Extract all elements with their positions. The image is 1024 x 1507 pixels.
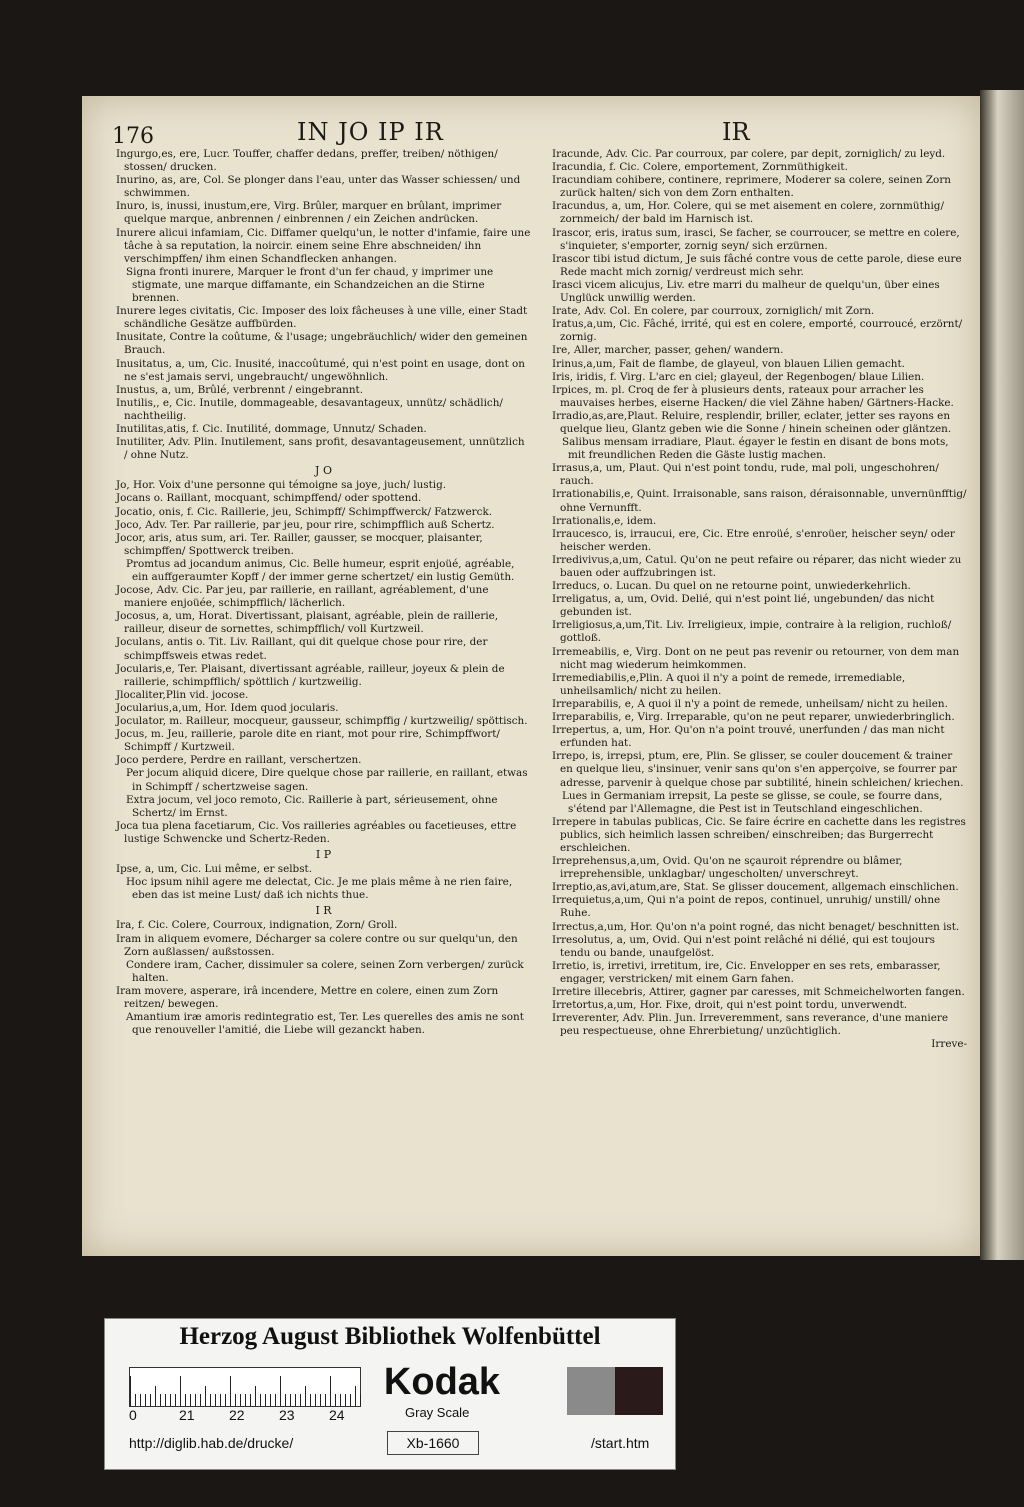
dictionary-entry: Jocor, aris, atus sum, ari. Ter. Railler, gausser, se mocquer, plaisanter, schimpffen/ Spottwerck treiben. — [116, 531, 483, 557]
dictionary-entry: Inurere leges civitatis, Cic. Imposer des loix fâcheuses à une ville, einer Stadt schändliche Gesätze auffbürden. — [116, 305, 528, 331]
ruler-tick — [235, 1394, 236, 1406]
ruler-tick — [225, 1394, 226, 1406]
dictionary-entry: Inutilis,, e, Cic. Inutile, dommageable, desavantageux, unnütz/ schädlich/ nachtheilig. — [116, 396, 503, 422]
ruler-tick — [150, 1394, 151, 1406]
right-column — [552, 148, 967, 1051]
ruler-tick — [290, 1394, 291, 1406]
ruler-label: 0 — [129, 1407, 137, 1423]
ruler-tick — [335, 1394, 336, 1406]
dictionary-entry: Iris, iridis, f. Virg. L'arc en ciel; glayeul, der Regenbogen/ blaue Lilien. — [552, 370, 925, 383]
url-left: http://diglib.hab.de/drucke/ — [129, 1435, 294, 1451]
ruler-tick — [200, 1394, 201, 1406]
dictionary-entry: Inutiliter, Adv. Plin. Inutilement, sans profit, desavantageusement, unnützlich / ohne Nutz. — [116, 436, 525, 462]
ruler-tick — [185, 1394, 186, 1406]
ruler-tick — [160, 1394, 161, 1406]
dictionary-entry: Inuro, is, inussi, inustum,ere, Virg. Brûler, marquer en brûlant, imprimer quelque marque, anbrennen / einbrennen / ein Zeichen andrücken. — [116, 200, 502, 226]
dictionary-entry: Iracundiam cohibere, continere, reprimere, Moderer sa colere, seinen Zorn zurück halten/ sich von dem Zorn enthalten. — [552, 174, 951, 200]
ruler-tick — [205, 1386, 206, 1406]
dictionary-entry: Irradio,as,are,Plaut. Reluire, resplendir, briller, eclater, jetter ses rayons en quelque lieu, Glantz geben wie die Sonne / hinein scheinen oder gläntzen. — [552, 409, 952, 435]
dictionary-entry: Per jocum aliquid dicere, Dire quelque chose par raillerie, en raillant, etwas in Schimpff / schertzweise sagen. — [126, 767, 528, 793]
dictionary-entry: Irreverenter, Adv. Plin. Jun. Irreveremment, sans reverance, d'une maniere peu respectueuse, ohne Ehrerbietung/ unzüchtiglich. — [552, 1012, 948, 1038]
target-card — [104, 1318, 676, 1470]
running-head-left: IN JO IP IR — [297, 118, 444, 146]
ruler-tick — [140, 1394, 141, 1406]
dictionary-entry: Irrequietus,a,um, Qui n'a point de repos, continuel, unruhig/ unstill/ ohne Ruhe. — [552, 894, 941, 920]
dictionary-entry: Jocularis,e, Ter. Plaisant, divertissant agréable, railleur, joyeux & plein de raillerie, schimpfflich/ spöttlich / kurtzweilig. — [116, 662, 505, 688]
dictionary-entry: Irredivivus,a,um, Catul. Qu'on ne peut refaire ou réparer, das nicht wieder zu bauen oder auffzubringen ist. — [552, 553, 962, 579]
dictionary-entry: Irrasus,a, um, Plaut. Qui n'est point tondu, rude, mal poli, ungeschohren/ rauch. — [552, 462, 939, 488]
ruler-tick — [325, 1394, 326, 1406]
ruler-tick — [305, 1386, 306, 1406]
dictionary-entry: Iratus,a,um, Cic. Fâché, irrité, qui est en colere, emporté, courroucé, erzörnt/ zornig. — [552, 318, 963, 344]
ruler-tick — [215, 1394, 216, 1406]
dictionary-entry: Irretortus,a,um, Hor. Fixe, droit, qui n'est point tordu, unverwendt. — [552, 999, 908, 1012]
ruler-tick — [340, 1394, 341, 1406]
ruler-tick — [310, 1394, 311, 1406]
dictionary-entry: Irretio, is, irretivi, irretitum, ire, Cic. Envelopper en ses rets, embarasser, engager, verstricken/ mit einem Garn fahen. — [552, 959, 941, 985]
dictionary-entry: Irretire illecebris, Attirer, gagner par caresses, mit Schmeichelworten fangen. — [552, 986, 965, 998]
dictionary-entry: Salibus mensam irradiare, Plaut. égayer le festin en disant de bons mots, mit freundlichen Reden die Gäste lustig machen. — [562, 436, 949, 462]
ruler-tick — [360, 1394, 361, 1406]
dictionary-entry: Jocularius,a,um, Hor. Idem quod jocularis. — [116, 701, 339, 714]
color-ruler — [129, 1367, 361, 1407]
dictionary-entry: Ingurgo,es, ere, Lucr. Touffer, chaffer dedans, preffer, treiben/ nöthigen/ stossen/ drucken. — [116, 148, 498, 174]
dictionary-entry: Irraucesco, is, irraucui, ere, Cic. Etre enroüé, s'enroüer, heischer seyn/ oder heischer werden. — [552, 527, 955, 553]
dictionary-entry: Extra jocum, vel joco remoto, Cic. Raillerie à part, sérieusement, ohne Schertz/ im Ernst. — [126, 793, 498, 819]
dictionary-entry: Ira, f. Cic. Colere, Courroux, indignation, Zorn/ Groll. — [116, 919, 398, 932]
dictionary-entry: Inutilitas,atis, f. Cic. Inutilité, dommage, Unnutz/ Schaden. — [116, 422, 427, 435]
dictionary-entry: Jlocaliter,Plin vid. jocose. — [116, 688, 249, 701]
dictionary-entry: Irreparabilis, e, Virg. Irreparable, qu'on ne peut reparer, unwiederbringlich. — [552, 711, 955, 724]
dictionary-entry: Iracundia, f. Cic. Colere, emportement, Zornmüthigkeit. — [552, 161, 848, 174]
dictionary-entry: Iram movere, asperare, irâ incendere, Mettre en colere, einen zum Zorn reitzen/ bewegen. — [116, 984, 499, 1010]
book-page — [82, 96, 980, 1256]
ruler-tick — [220, 1394, 221, 1406]
dictionary-entry: Irremediabilis,e,Plin. A quoi il n'y a point de remede, irremediable, unheilsamlich/ nicht zu heilen. — [552, 671, 906, 697]
shelfmark: Xb-1660 — [387, 1431, 479, 1455]
ruler-tick — [320, 1394, 321, 1406]
letter-heading: I P — [315, 847, 332, 861]
ruler-tick — [130, 1376, 131, 1406]
dictionary-entry: Hoc ipsum nihil agere me delectat, Cic. Je me plais même à ne rien faire, eben das ist meine Lust/ daß ich nichts thue. — [126, 876, 513, 902]
dictionary-entry: Irreptio,as,avi,atum,are, Stat. Se glisser doucement, allgemach einschlichen. — [552, 881, 959, 894]
ruler-tick — [250, 1394, 251, 1406]
dictionary-entry: Iracunde, Adv. Cic. Par courroux, par colere, par depit, zorniglich/ zu leyd. — [552, 148, 946, 160]
left-column — [116, 148, 531, 1037]
dictionary-entry: Inurino, as, are, Col. Se plonger dans l'eau, unter das Wasser schiessen/ und schwimmen. — [116, 174, 521, 200]
dictionary-entry: Jocans o. Raillant, mocquant, schimpffend/ oder spottend. — [116, 492, 422, 505]
gray-patch-dark — [615, 1367, 663, 1415]
dictionary-entry: Irascor, eris, iratus sum, irasci, Se facher, se courroucer, se mettre en colere, s'inquieter, s'emporter, zornig seyn/ sich erzürnen. — [552, 226, 960, 252]
dictionary-entry: Irreprehensus,a,um, Ovid. Qu'on ne sçauroit réprendre ou blâmer, irreprehensible, unklagbar/ ungescholten/ unverschreyt. — [552, 855, 903, 881]
dictionary-entry: Irasci vicem alicujus, Liv. etre marri du malheur de quelqu'un, über eines Unglück unwillig werden. — [552, 278, 940, 305]
page-number: 176 — [112, 124, 154, 149]
dictionary-entry: Jocatio, onis, f. Cic. Raillerie, jeu, Schimpff/ Schimpffwerck/ Fatzwerck. — [116, 505, 493, 518]
dictionary-entry: Irpices, m. pl. Croq de fer à plusieurs dents, rateaux pour arracher les mauvaises herbes, eiserne Hacken/ die viel Zähne haben/ Gärtners-Hacke. — [552, 383, 954, 409]
dictionary-entry: Inusitatus, a, um, Cic. Inusité, inaccoûtumé, qui n'est point en usage, dont on ne s'est jamais servi, ungebraucht/ ungewöhnlich. — [116, 357, 525, 383]
dictionary-entry: Signa fronti inurere, Marquer le front d'un fer chaud, y imprimer une stigmate, une marque diffamante, ein Schandzeichen an die Stirne brennen. — [126, 265, 494, 305]
ruler-tick — [255, 1386, 256, 1406]
gray-scale-label: Gray Scale — [405, 1405, 470, 1420]
dictionary-entry: Irreligatus, a, um, Ovid. Delié, qui n'est point lié, ungebunden/ das nicht gebunden ist. — [552, 593, 935, 619]
dictionary-entry: Joculator, m. Railleur, mocqueur, gausseur, schimpffig / kurtzweilig/ spöttisch. — [116, 715, 528, 728]
dictionary-entry: Jocus, m. Jeu, raillerie, parole dite en riant, mot pour rire, Schimpffwort/ Schimpff / Kurtzweil. — [116, 728, 500, 754]
dictionary-entry: Lues in Germaniam irrepsit, La peste se glisse, se coule, se fourre dans, s'étend par l'Allemagne, die Pest ist in Teutschland eingeschlichen. — [562, 789, 943, 815]
dictionary-entry: Inusitate, Contre la coûtume, & l'usage; ungebräuchlich/ wider den gemeinen Brauch. — [116, 331, 528, 357]
ruler-tick — [210, 1394, 211, 1406]
dictionary-entry: Promtus ad jocandum animus, Cic. Belle humeur, esprit enjoüé, agréable, ein auffgeraumter Kopff / der immer gerne schertzet/ ein lustig Gemüth. — [126, 557, 515, 583]
ruler-tick — [265, 1394, 266, 1406]
letter-heading: I R — [315, 904, 332, 918]
dictionary-entry: Irreligiosus,a,um,Tit. Liv. Irreligieux, impie, contraire à la religion, ruchloß/ gottloß. — [552, 619, 952, 645]
dictionary-entry: Jocosus, a, um, Horat. Divertissant, plaisant, agréable, plein de raillerie, railleur, diseur de sornettes, schimpfflich/ voll Kurtzweil. — [116, 610, 499, 636]
catchword: Irreve- — [931, 1038, 967, 1051]
dictionary-entry: Condere iram, Cacher, dissimuler sa colere, seinen Zorn verbergen/ zurück halten. — [126, 958, 524, 984]
dictionary-entry: Irinus,a,um, Fait de flambe, de glayeul, von blauen Lilien gemacht. — [552, 357, 905, 370]
ruler-tick — [145, 1394, 146, 1406]
dictionary-entry: Irremeabilis, e, Virg. Dont on ne peut pas revenir ou retourner, von dem man nicht mag wiederum heimkommen. — [552, 645, 960, 671]
ruler-tick — [135, 1394, 136, 1406]
dictionary-entry: Joculans, antis o. Tit. Liv. Raillant, qui dit quelque chose pour rire, der schimpffsweis etwas redet. — [116, 636, 488, 662]
ruler-tick — [155, 1386, 156, 1406]
ruler-tick — [355, 1386, 356, 1406]
dictionary-entry: Irrationabilis,e, Quint. Irraisonable, sans raison, déraisonnable, unvernünfftig/ ohne Vernunfft. — [552, 488, 967, 514]
dictionary-entry: Iram in aliquem evomere, Décharger sa colere contre ou sur quelqu'un, den Zorn außlassen/ außstossen. — [116, 932, 518, 958]
letter-heading: J O — [315, 464, 332, 478]
ruler-label: 23 — [279, 1407, 295, 1423]
ruler-tick — [260, 1394, 261, 1406]
ruler-tick — [170, 1394, 171, 1406]
ruler-tick — [285, 1394, 286, 1406]
dictionary-entry: Joco perdere, Perdre en raillant, verschertzen. — [116, 754, 362, 767]
dictionary-entry: Irreducs, o. Lucan. Du quel on ne retourne point, unwiederkehrlich. — [552, 580, 911, 593]
dictionary-entry: Irreparabilis, e, A quoi il n'y a point de remede, unheilsam/ nicht zu heilen. — [552, 697, 948, 710]
dictionary-entry: Irrationalis,e, idem. — [552, 514, 657, 527]
ruler-tick — [350, 1394, 351, 1406]
ruler-tick — [230, 1376, 231, 1406]
dictionary-entry: Joco, Adv. Ter. Par raillerie, par jeu, pour rire, schimpfflich auß Schertz. — [116, 518, 495, 531]
url-right: /start.htm — [591, 1435, 650, 1451]
dictionary-entry: Irate, Adv. Col. En colere, par courroux, zorniglich/ mit Zorn. — [552, 305, 875, 318]
dictionary-entry: Jo, Hor. Voix d'une personne qui témoigne sa joye, juch/ lustig. — [116, 479, 447, 492]
running-head-right: IR — [722, 118, 750, 146]
ruler-tick — [180, 1376, 181, 1406]
dictionary-entry: Joca tua plena facetiarum, Cic. Vos railleries agréables ou facetieuses, ettre lustige Schwencke und Schertz-Reden. — [116, 819, 517, 845]
ruler-tick — [330, 1376, 331, 1406]
library-title: Herzog August Bibliothek Wolfenbüttel — [179, 1323, 601, 1350]
dictionary-entry: Irrectus,a,um, Hor. Qu'on n'a point rogné, das nicht benaget/ beschnitten ist. — [552, 920, 960, 933]
ruler-tick — [175, 1394, 176, 1406]
book-spine — [980, 90, 1024, 1260]
kodak-logo: Kodak — [383, 1361, 501, 1403]
dictionary-entry: Irrepo, is, irrepsi, ptum, ere, Plin. Se glisser, se couler doucement & trainer en quelque lieu, s'insinuer, venir sans qu'on s'en apperçoive, se fourrer par adresse, parvenir à quelque chose par subtilité, hinein schleichen/ kriechen. — [552, 750, 964, 789]
dictionary-entry: Irrepere in tabulas publicas, Cic. Se faire écrire en cachette dans les registres publics, sich heimlich lassen schreiben/ einschreiben; das Burgerrecht erschleichen. — [552, 815, 966, 854]
ruler-tick — [275, 1394, 276, 1406]
ruler-label: 22 — [229, 1407, 245, 1423]
ruler-tick — [295, 1394, 296, 1406]
ruler-tick — [300, 1394, 301, 1406]
ruler-tick — [240, 1394, 241, 1406]
ruler-tick — [165, 1394, 166, 1406]
dictionary-entry: Ipse, a, um, Cic. Lui même, er selbst. — [116, 863, 313, 876]
ruler-tick — [190, 1394, 191, 1406]
ruler-label: 21 — [179, 1407, 195, 1423]
ruler-tick — [345, 1394, 346, 1406]
dictionary-entry: Ire, Aller, marcher, passer, gehen/ wandern. — [552, 344, 784, 357]
dictionary-entry: Irascor tibi istud dictum, Je suis fâché contre vous de cette parole, diese eure Rede macht mich zornig/ verdreust mich sehr. — [552, 252, 962, 278]
ruler-tick — [245, 1394, 246, 1406]
dictionary-entry: Iracundus, a, um, Hor. Colere, qui se met aisement en colere, zornmüthig/ zornmeich/ der bald im Harnisch ist. — [552, 200, 944, 226]
dictionary-entry: Inurere alicui infamiam, Cic. Diffamer quelqu'un, le notter d'infamie, faire une tâche à sa reputation, la noircir. einem seine Ehre abschneiden/ ihn verschimpffen/ ihm einen Schandflecken anhangen. — [116, 226, 531, 265]
dictionary-entry: Inustus, a, um, Brûlé, verbrennt / eingebrannt. — [116, 383, 364, 396]
ruler-label: 24 — [329, 1407, 345, 1423]
gray-patch-mid — [567, 1367, 615, 1415]
ruler-tick — [195, 1394, 196, 1406]
dictionary-entry: Irrepertus, a, um, Hor. Qu'on n'a point trouvé, unerfunden / das man nicht erfunden hat. — [552, 724, 945, 750]
ruler-tick — [280, 1376, 281, 1406]
dictionary-entry: Irresolutus, a, um, Ovid. Qui n'est point relâché ni délié, qui est toujours tendu ou bande, unaufgelöst. — [552, 933, 935, 959]
ruler-tick — [270, 1394, 271, 1406]
ruler-tick — [315, 1394, 316, 1406]
dictionary-entry: Jocose, Adv. Cic. Par jeu, par raillerie, en raillant, agréablement, d'une maniere enjoüée, schimpfflich/ lächerlich. — [116, 584, 489, 610]
dictionary-entry: Amantium iræ amoris redintegratio est, Ter. Les querelles des amis ne sont que renouveller l'amitié, die Liebe will gezanckt haben. — [126, 1011, 524, 1037]
